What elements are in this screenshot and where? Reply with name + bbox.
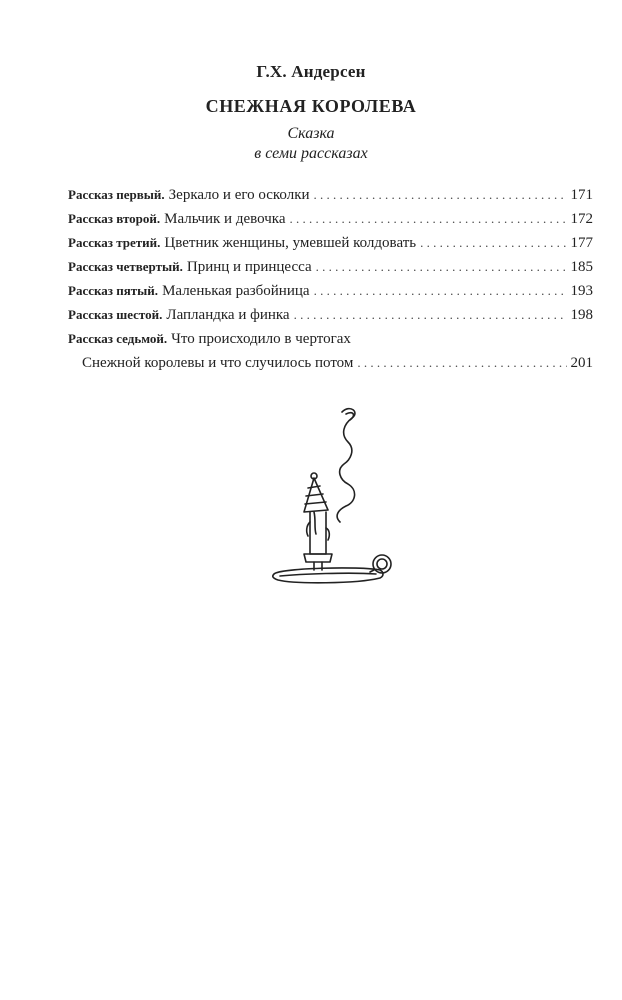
toc-entry-5[interactable] bbox=[68, 279, 593, 303]
toc-entry-name: Мальчик и девочка bbox=[164, 211, 286, 227]
toc-entry-6[interactable] bbox=[68, 303, 593, 327]
toc-entry-7[interactable] bbox=[68, 327, 593, 351]
toc-entry-label: Рассказ пятый. bbox=[68, 283, 159, 298]
book-title: СНЕЖНАЯ КОРОЛЕВА bbox=[205, 96, 417, 116]
toc-entry-label: Рассказ четвертый. bbox=[68, 259, 183, 274]
toc-leader-dots bbox=[420, 231, 566, 255]
toc-entry-1[interactable] bbox=[68, 183, 593, 207]
toc-entry-name: Что происходило в чертогах bbox=[171, 331, 351, 347]
toc-entry-label: Рассказ седьмой. bbox=[68, 331, 168, 346]
toc-leader-dots bbox=[357, 351, 566, 375]
book-subtitle bbox=[0, 124, 622, 164]
author-name: Г.Х. Андерсен bbox=[256, 62, 366, 81]
toc-leader-dots bbox=[316, 255, 567, 279]
toc-entry-label: Рассказ первый. bbox=[68, 187, 165, 202]
toc-entry-label: Рассказ третий. bbox=[68, 235, 161, 250]
toc-entry-2[interactable] bbox=[68, 207, 593, 231]
toc-entry-page: 185 bbox=[570, 259, 593, 275]
toc-entry-page: 172 bbox=[570, 211, 593, 227]
toc-leader-dots bbox=[294, 303, 567, 327]
toc-entry-name: Принц и принцесса bbox=[186, 259, 312, 275]
toc-entry-label: Рассказ второй. bbox=[68, 211, 161, 226]
toc-leader-dots bbox=[314, 183, 567, 207]
toc-leader-dots bbox=[314, 279, 567, 303]
toc-entry-name: Лапландка и финка bbox=[166, 307, 290, 323]
toc-entry-name: Цветник женщины, умевшей колдовать bbox=[164, 235, 417, 251]
toc-entry-4[interactable] bbox=[68, 255, 593, 279]
toc-entry-7-continuation[interactable] bbox=[68, 351, 593, 375]
toc-entry-page: 177 bbox=[570, 235, 593, 251]
toc-entry-page: 201 bbox=[570, 355, 593, 371]
toc-entry-page: 198 bbox=[570, 307, 593, 323]
subtitle-line-1: Сказка bbox=[287, 125, 335, 142]
toc-entry-label: Рассказ шестой. bbox=[68, 307, 163, 322]
toc-entry-page: 171 bbox=[570, 187, 593, 203]
toc-entry-3[interactable] bbox=[68, 231, 593, 255]
table-of-contents bbox=[68, 183, 593, 375]
toc-entry-page: 193 bbox=[570, 283, 593, 299]
subtitle-line-2: в семи рассказах bbox=[254, 145, 368, 162]
toc-entry-name: Зеркало и его осколки bbox=[168, 187, 310, 203]
toc-entry-name: Маленькая разбойница bbox=[162, 283, 310, 299]
toc-entry-name-continuation: Снежной королевы и что случилось потом bbox=[82, 355, 354, 371]
candlestick-icon bbox=[270, 404, 400, 590]
toc-leader-dots bbox=[289, 207, 566, 231]
